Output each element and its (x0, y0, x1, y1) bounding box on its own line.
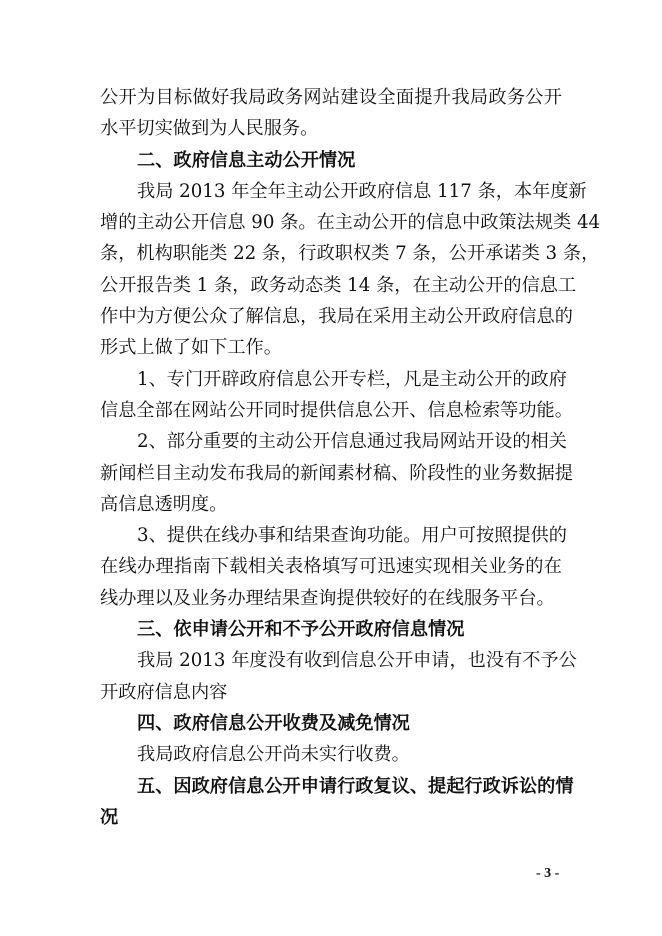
text-line: 3、提供在线办事和结果查询功能。用户可按照提供的 (137, 525, 567, 547)
text-line: 我局 2013 年全年主动公开政府信息 117 条，本年度新 (137, 180, 587, 202)
paragraph (100, 426, 573, 520)
paragraph (100, 645, 577, 708)
section-heading (100, 614, 562, 645)
text-line: 二、政府信息主动公开情况 (137, 149, 356, 171)
text-line: 条，机构职能类 22 条，行政职权类 7 条，公开承诺类 3 条， (100, 243, 600, 265)
text-line: 公开为目标做好我局政务网站建设全面提升我局政务公开 (100, 87, 562, 108)
paragraph (100, 364, 573, 427)
section-heading (100, 145, 562, 176)
text-line: 开政府信息内容 (100, 681, 228, 703)
text-line: 形式上做了如下工作。 (100, 337, 282, 359)
document-body (100, 82, 601, 833)
paragraph (100, 520, 567, 614)
text-line: 高信息透明度。 (100, 493, 228, 515)
text-line: 四、政府信息公开收费及减免情况 (137, 712, 410, 734)
section-heading (100, 771, 574, 834)
text-line: 水平切实做到为人民服务。 (100, 118, 319, 140)
text-line: 线办理以及业务办理结果查询提供较好的在线服务平台。 (100, 587, 555, 609)
text-line: 2、部分重要的主动公开信息通过我局网站开设的相关 (137, 431, 567, 453)
text-line: 公开报告类 1 条，政务动态类 14 条，在主动公开的信息工 (100, 274, 577, 296)
text-line: 况 (100, 806, 119, 828)
text-line: 三、依申请公开和不予公开政府信息情况 (137, 619, 465, 641)
paragraph (100, 82, 562, 145)
text-line: 在线办理指南下载相关表格填写可迅速实现相关业务的在 (100, 556, 562, 578)
text-line: 增的主动公开信息 90 条。在主动公开的信息中政策法规类 44 (100, 212, 601, 234)
page-number: - 3 - (536, 866, 560, 881)
text-line: 新闻栏目主动发布我局的新闻素材稿、阶段性的业务数据提 (100, 462, 573, 484)
text-line: 作中为方便公众了解信息，我局在采用主动公开政府信息的 (100, 306, 573, 328)
paragraph (100, 739, 562, 770)
text-line: 我局政府信息公开尚未实行收费。 (137, 744, 410, 766)
text-line: 1、专门开辟政府信息公开专栏，凡是主动公开的政府 (137, 368, 567, 390)
text-line: 五、因政府信息公开申请行政复议、提起行政诉讼的情 (137, 775, 574, 797)
paragraph (100, 176, 601, 364)
text-line: 我局 2013 年度没有收到信息公开申请，也没有不予公 (137, 650, 577, 672)
section-heading (100, 708, 562, 739)
text-line: 信息全部在网站公开同时提供信息公开、信息检索等功能。 (100, 399, 573, 421)
